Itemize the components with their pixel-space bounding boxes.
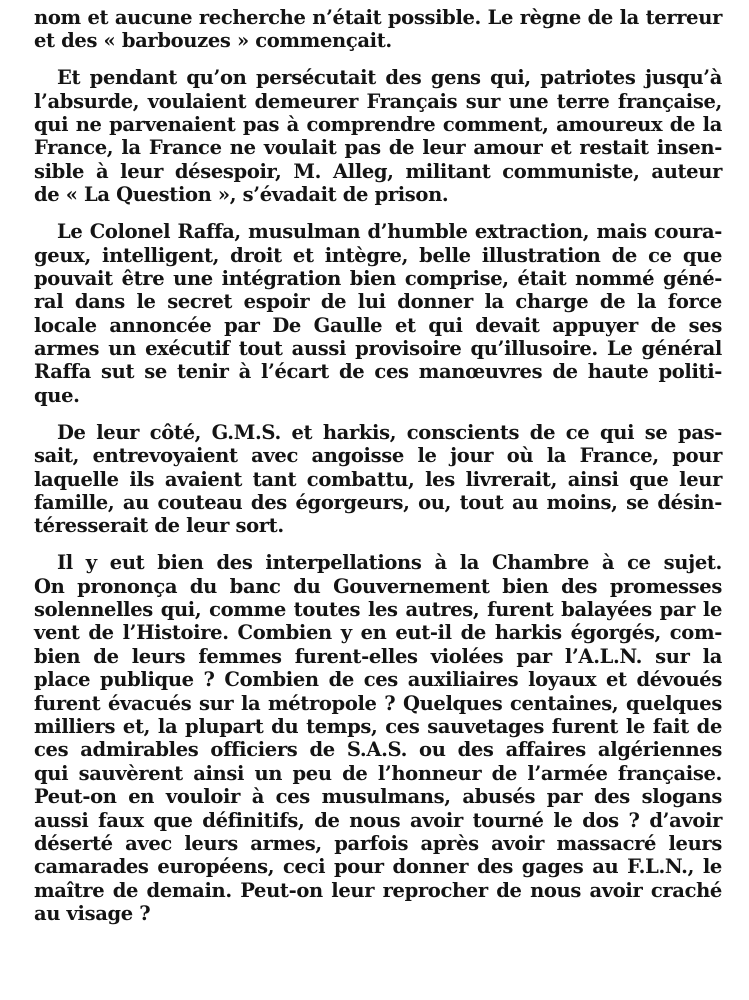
text-line: milliers et, la plupart du temps, ces sauvetages furent le fait de [34,714,722,738]
paragraph [34,220,722,407]
text-line: famille, au couteau des égorgeurs, ou, tout au moins, se désin- [34,490,722,514]
text-line: locale annoncée par De Gaulle et qui devait appuyer de ses [34,313,722,337]
text-line: sible à leur désespoir, M. Alleg, militant communiste, auteur [34,159,722,183]
paragraph [34,6,722,53]
text-line: place publique ? Combien de ces auxiliaires loyaux et dévoués [34,668,722,692]
text-line: de « La Question », s’évadait de prison. [34,183,449,207]
text-line: que. [34,383,80,407]
text-line: Le Colonel Raffa, musulman d’humble extraction, mais coura- [57,220,722,244]
text-line: Peut-on en vouloir à ces musulmans, abusés par des slogans [34,785,722,809]
text-line: laquelle ils avaient tant combattu, les livrerait, ainsi que leur [34,467,722,491]
text-line: nom et aucune recherche n’était possible. Le règne de la terreur [34,6,722,29]
text-line: De leur côté, G.M.S. et harkis, conscients de ce qui se pas- [57,420,722,444]
text-line: qui ne parvenaient pas à comprendre comment, amoureux de la [34,113,722,137]
text-line: aussi faux que définitifs, de nous avoir tourné le dos ? d’avoir [34,808,722,832]
text-line: Raffa sut se tenir à l’écart de ces manœuvres de haute politi- [34,360,722,384]
text-line: France, la France ne voulait pas de leur amour et restait insen- [34,136,722,160]
text-line: bien de leurs femmes furent-elles violées par l’A.L.N. sur la [34,644,722,668]
paragraph [34,551,722,925]
text-line: geux, intelligent, droit et intègre, belle illustration de ce que [34,243,722,267]
text-line: l’absurde, voulaient demeurer Français sur une terre française, [34,89,722,113]
paragraph [34,66,722,206]
text-line: ral dans le secret espoir de lui donner la charge de la force [34,290,722,314]
text-line: camarades européens, ceci pour donner des gages au F.L.N., le [34,855,722,879]
text-line: qui sauvèrent ainsi un peu de l’honneur de l’armée française. [34,761,722,785]
text-line: et des « barbouzes » commençait. [34,29,392,53]
text-line: téresserait de leur sort. [34,514,284,538]
text-line: au visage ? [34,902,151,926]
text-line: maître de demain. Peut-on leur reprocher de nous avoir craché [34,878,722,902]
text-line: sait, entrevoyaient avec angoisse le jour où la France, pour [34,444,722,468]
document-page [34,6,722,939]
text-line: déserté avec leurs armes, parfois après avoir massacré leurs [34,831,722,855]
text-line: furent évacués sur la métropole ? Quelques centaines, quelques [34,691,722,715]
text-line: On prononça du banc du Gouvernement bien des promesses [34,574,722,598]
text-line: vent de l’Histoire. Combien y en eut-il de harkis égorgés, com- [34,621,722,645]
text-line: ces admirables officiers de S.A.S. ou des affaires algériennes [34,738,722,762]
text-line: solennelles qui, comme toutes les autres, furent balayées par le [34,597,722,621]
text-line: Et pendant qu’on persécutait des gens qui, patriotes jusqu’à [57,66,722,90]
text-line: Il y eut bien des interpellations à la Chambre à ce sujet. [57,551,722,575]
text-line: pouvait être une intégration bien comprise, était nommé géné- [34,266,722,290]
text-line: armes un exécutif tout aussi provisoire qu’illusoire. Le général [34,337,722,361]
paragraph [34,421,722,538]
